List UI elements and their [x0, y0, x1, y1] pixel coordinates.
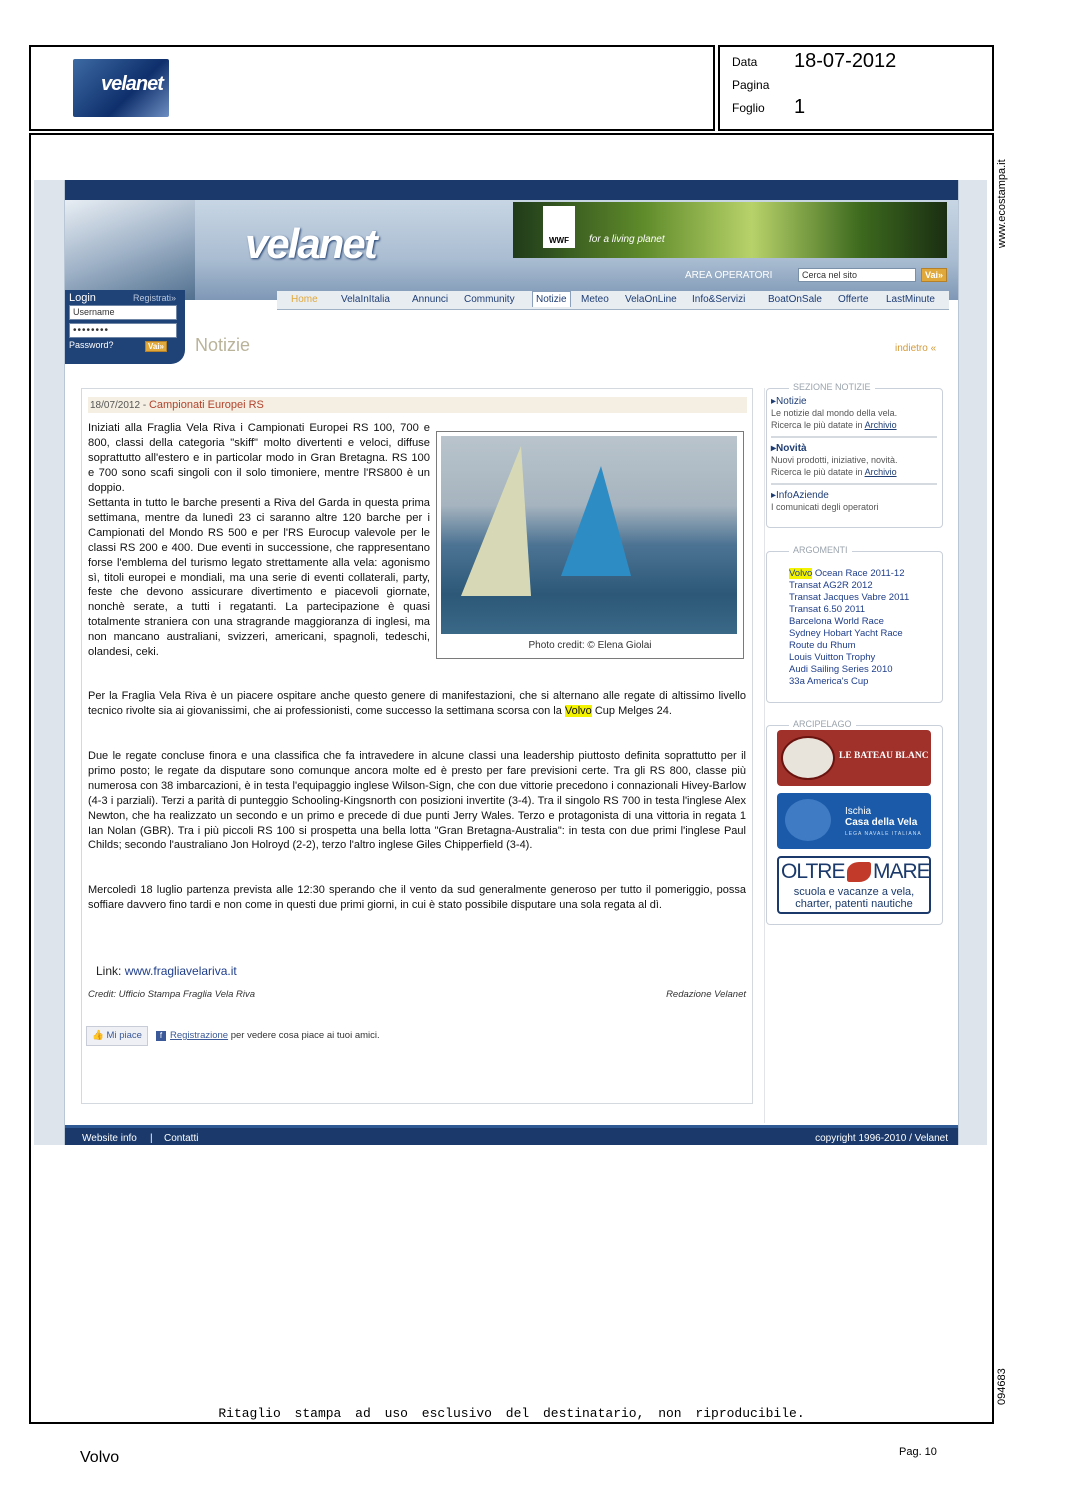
article-paragraph-5: Mercoledì 18 luglio partenza prevista alle 12:30 sperando che il vento da sud generalmente generoso per tutto il pomeriggio, possa soffiare davvero fino tardi e non come in questi due primi giorni, in cui è stato possibile disputare una sola regata al dì.: [88, 884, 746, 911]
novita-desc: Nuovi prodotti, iniziative, novità.: [771, 455, 898, 465]
nav-boatonsale[interactable]: BoatOnSale: [768, 294, 822, 305]
facebook-register-row: [156, 1030, 380, 1041]
sezione-notizie-box: [766, 382, 943, 528]
argomento-item[interactable]: 33a America's Cup: [789, 676, 869, 687]
data-label: Data: [732, 55, 758, 69]
ischia-ad[interactable]: [777, 793, 931, 849]
wwf-slogan: for a living planet: [589, 234, 665, 245]
argomento-item[interactable]: Transat Jacques Vabre 2011: [789, 592, 910, 603]
site-footer: [65, 1125, 958, 1145]
facebook-icon: f: [156, 1031, 166, 1041]
notizie-archive-text: Ricerca le più datate in: [771, 420, 865, 430]
oltremare-ad[interactable]: [777, 856, 931, 914]
area-operatori-link[interactable]: AREA OPERATORI: [685, 270, 773, 281]
password-link[interactable]: Password?: [69, 340, 114, 350]
velanet-logo: [73, 59, 169, 117]
novita-archive-text: Ricerca le più datate in: [771, 467, 865, 477]
wwf-logo: WWF: [543, 206, 575, 248]
argomento-item[interactable]: Barcelona World Race: [789, 616, 884, 627]
oltremare-sub-2: charter, patenti nautiche: [795, 898, 913, 910]
article-date-bar: [88, 397, 747, 413]
back-link[interactable]: indietro «: [895, 343, 937, 354]
sidebar-item-novita[interactable]: ▸Novità: [771, 443, 807, 454]
oltremare-title-1: OLTRE: [781, 860, 845, 883]
notizie-archive-row: [771, 419, 937, 431]
sail-shape: [561, 466, 631, 576]
header-meta-box: [718, 45, 994, 131]
notizie-desc: Le notizie dal mondo della vela.: [771, 408, 898, 418]
oltremare-title-2: MARE: [873, 860, 930, 883]
article-date: 18/07/2012 -: [90, 400, 149, 411]
leaf-icon: [847, 862, 871, 882]
header-logo-box: [29, 45, 715, 131]
argomento-text: Ocean Race 2011-12: [812, 568, 905, 579]
register-link[interactable]: Registrati»: [133, 293, 177, 303]
like-label: Mi piace: [106, 1030, 142, 1041]
article-paragraph-4: Due le regate concluse finora e una classifica che fa intravedere in alcune classi una leadership piuttosto definita soprattutto per il primo posto; le regate da disputare sono comunque ancora molte ed è presto per fare previsioni certe. Tra gli RS 800, classe più numerosa con 38 imbarcazioni, è in testa l'equipaggio inglese Wilson-Sign, che con due vittorie precedono i connazionali Hivey-Barlow (4-3 i parziali). Terzi a parità di punteggio Schooling-Kingsnorth con posizioni invertite (3-4). Tra il singolo RS 700 in testa l'inglese Alex Newton, che ha realizzato un secondo e un primo e precede di due punti Jerry Wales. Terzo e protagonista di una vittoria in regata 1 Ian Nolan (GBR). Tra i più piccoli RS 100 si prospetta una bella lotta "Gran Bretagna-Australia": in testa con due primi l'inglese Paul Childs; secondo l'australiano Jon Holroyd (2-2), terzo l'altro inglese Giles Chipperfield (3-4).: [88, 750, 746, 852]
article: [81, 388, 753, 1104]
bateau-logo-icon: [781, 736, 835, 780]
clipping-id: 094683: [996, 1368, 1008, 1405]
ischia-text-2: Casa della Vela: [845, 817, 918, 828]
volvo-highlight: Volvo: [789, 568, 813, 579]
nav-community[interactable]: Community: [464, 294, 515, 305]
web-margin-right: [957, 180, 987, 1145]
website-info-link[interactable]: Website info: [82, 1133, 137, 1144]
article-link-row: [96, 964, 237, 978]
argomento-item[interactable]: Louis Vuitton Trophy: [789, 652, 876, 663]
infoaziende-desc: I comunicati degli operatori: [771, 502, 879, 512]
novita-archive-row: [771, 466, 937, 478]
search-button[interactable]: Vai»: [921, 268, 947, 282]
footer-page-number: Pag. 10: [899, 1446, 937, 1458]
article-paragraph-1: Iniziati alla Fraglia Vela Riva i Campionati Europei RS 100, 700 e 800, classi della categoria "skiff" molto divertenti e veloci, diffuse soprattutto all'estero e in particolar modo in Gran Bretagna. RS 100 e 700 sono scafi singoli con il solo timoniere, mentre l'RS800 è un doppio.: [88, 422, 430, 494]
divider: [771, 436, 937, 438]
sail-shape: [461, 446, 531, 596]
footer-keyword: Volvo: [80, 1449, 120, 1466]
web-margin-left: [34, 180, 64, 1145]
p3-text-end: Cup Melges 24.: [591, 704, 672, 717]
nav-lastminute[interactable]: LastMinute: [886, 294, 935, 305]
regatta-photo[interactable]: [441, 436, 737, 634]
nav-annunci[interactable]: Annunci: [412, 294, 449, 305]
volvo-highlight: Volvo: [564, 704, 592, 717]
notizie-title: Notizie: [776, 396, 807, 407]
login-button[interactable]: Vai»: [145, 341, 167, 352]
nav-velaonline[interactable]: VelaOnLine: [625, 294, 677, 305]
footer-separator: |: [150, 1133, 153, 1144]
facebook-register-link[interactable]: Registrazione: [170, 1030, 229, 1041]
argomento-item[interactable]: Transat AG2R 2012: [789, 580, 873, 591]
pagina-label: Pagina: [732, 78, 770, 92]
ischia-text-3: LEGA NAVALE ITALIANA: [845, 831, 922, 837]
nav-velainitalia[interactable]: VelaInItalia: [341, 294, 390, 305]
nav-home[interactable]: Home: [291, 294, 318, 305]
nav-notizie[interactable]: Notizie: [532, 291, 571, 307]
web-page: [64, 180, 959, 1145]
nav-info-servizi[interactable]: Info&Servizi: [692, 294, 746, 305]
link-label: Link:: [96, 964, 125, 978]
column-divider: [764, 388, 765, 1123]
bateau-blanc-ad[interactable]: [777, 730, 931, 786]
article-paragraph-2: Settanta in tutto le barche presenti a Riva del Garda in questa prima settimana, mentre da lunedì 23 ci saranno altre 120 barche per i Campionati del Mondo RS 500 e per l'RS Eurocup valevole per le classi RS 200 e 400. Due eventi in successione, che rappresentano forse l'emblema del turismo legato strettamente alla vela: agonismo sì, titoli europei e mondiali, ma una serie di eventi collaterali, party, feste che devono assicurare divertimento e piacevoli giornate, nonchè serate, a tutti i regatanti. La partecipazione è quasi totalmente straniera con una stragrande maggioranza di inglesi, ma non mancano australiani, svizzeri, americani, spagnoli, tedeschi, olandesi, ceki.: [88, 497, 430, 659]
contatti-link[interactable]: Contatti: [164, 1133, 199, 1144]
arcipelago-title: ARCIPELAGO: [789, 719, 856, 729]
username-input[interactable]: Username: [69, 305, 177, 320]
argomenti-box: [766, 545, 943, 703]
login-title: Login: [69, 292, 96, 304]
argomento-item[interactable]: [789, 568, 939, 580]
argomento-item[interactable]: Sydney Hobart Yacht Race: [789, 628, 903, 639]
top-bar: [65, 180, 958, 200]
article-headline: Campionati Europei RS: [148, 399, 264, 411]
sidebar-item-notizie[interactable]: ▸Notizie: [771, 396, 807, 407]
sidebar-item-infoaziende[interactable]: ▸InfoAziende: [771, 490, 829, 501]
article-paragraph-3: [88, 689, 746, 719]
novita-title: Novità: [776, 443, 807, 454]
divider: [771, 483, 937, 485]
search-input[interactable]: Cerca nel sito: [798, 268, 916, 282]
data-value: 18-07-2012: [794, 50, 897, 72]
foglio-label: Foglio: [732, 101, 765, 115]
credit-row: [88, 989, 746, 1000]
p3-text: Per la Fraglia Vela Riva è un piacere ospitare anche questo genere di manifestazioni, che si alternano alle regate di altissimo livello tecnico rivolte sia ai giovanissimi, che ai professionisti, come successo la settimana scorsa con la: [88, 690, 746, 717]
facebook-text: per vedere cosa piace ai tuoi amici.: [228, 1030, 380, 1041]
clipping-disclaimer: Ritaglio stampa ad uso esclusivo del destinatario, non riproducibile.: [218, 1406, 805, 1421]
photo-caption: Photo credit: © Elena Giolai: [528, 640, 652, 651]
arcipelago-box: [766, 719, 943, 925]
main-nav: [277, 291, 949, 310]
ecostampa-url: www.ecostampa.it: [996, 159, 1008, 248]
argomento-item[interactable]: Route du Rhum: [789, 640, 856, 651]
fraglia-link[interactable]: www.fragliavelariva.it: [124, 964, 237, 978]
argomento-item[interactable]: Transat 6.50 2011: [789, 604, 866, 615]
bateau-text: LE BATEAU BLANC: [839, 751, 929, 761]
novita-archive-link[interactable]: Archivio: [864, 467, 897, 477]
argomento-item[interactable]: Audi Sailing Series 2010: [789, 664, 893, 675]
foglio-value: 1: [794, 96, 806, 118]
infoaziende-title: InfoAziende: [776, 490, 829, 501]
ischia-logo-icon: [785, 799, 831, 841]
logo-text: velanet: [101, 73, 163, 95]
argomenti-title: ARGOMENTI: [789, 545, 852, 555]
wwf-ad[interactable]: [513, 202, 947, 258]
nav-offerte[interactable]: Offerte: [838, 294, 869, 305]
password-input[interactable]: ••••••••: [69, 323, 177, 338]
credit-redazione: Redazione Velanet: [666, 989, 746, 1000]
ischia-text-1: Ischia: [845, 806, 872, 817]
sezione-notizie-title: SEZIONE NOTIZIE: [789, 382, 875, 392]
oltremare-sub-1: scuola e vacanze a vela,: [793, 886, 915, 898]
notizie-archive-link[interactable]: Archivio: [864, 420, 897, 430]
sailing-photo: [65, 200, 195, 300]
site-logo[interactable]: velanet: [245, 220, 376, 267]
site-banner: [65, 200, 958, 300]
credit-source: Credit: Ufficio Stampa Fraglia Vela Riva: [88, 989, 256, 1000]
copyright-text: copyright 1996-2010 / Velanet: [815, 1133, 948, 1144]
nav-meteo[interactable]: Meteo: [581, 294, 609, 305]
article-photo-frame: [436, 431, 744, 659]
facebook-like-button[interactable]: 👍 Mi piace: [86, 1026, 148, 1046]
page-title: Notizie: [195, 335, 251, 355]
login-panel: [65, 290, 185, 364]
